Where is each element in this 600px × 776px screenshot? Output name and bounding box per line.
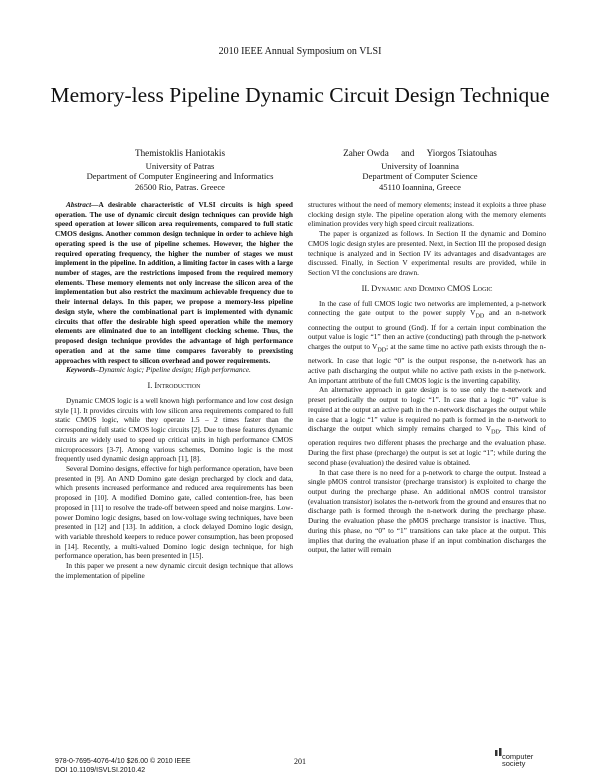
author-name-owda: Zaher Owda	[343, 148, 389, 158]
paragraph: In that case there is no need for a p-network to charge the output. Instead a single pMOS control transistor (precharge transistor) is exploited to charge the output during the precharge phase. An additional nMOS control transistor (evaluation transistor) isolates the n-network from the ground and ensures that no discharge path is formed through the n-network during the precharge phase. During the evaluation phase the pMOS precharge transistor is inactive. Thus, during this phase, no “0” to “1” transitions can take place at the output. This implies that during the evaluation phase if an input combination discharges the output, the latter will remain	[308, 467, 546, 555]
section-heading-introduction: I. Introduction	[147, 380, 201, 390]
logo-line-computer: computer	[502, 752, 534, 761]
author-affiliation-address: 45110 Ioannina, Greece	[378, 181, 461, 192]
paragraph: The paper is organized as follows. In Section II the dynamic and Domino CMOS logic design styles are presented. Next, in Section III the proposed design technique is analyzed and in Section IV its advantages and disadvantages are discussed. Finally, in Section V experimental results are provided, while in Section VI the conclusions are drawn.	[308, 229, 546, 278]
paragraph: An alternative approach in gate design is to use only the n-network and preset periodically the output to logic “1”. In case that a logic “0” value is required at the output an active path in the n-network discharges the output while in case that a logic “1” value is required no path is formed in the n-network to discharge the output which simply remains charged to $V_{DD}$. This kind of operation requires two different phases the precharge and the evaluation phase. During the first phase (precharge) the output is set at logic “1”; while during the second phase (evaluation) the desired value is obtained.	[308, 385, 546, 467]
author-affiliation-department: Department of Computer Engineering and Informatics	[86, 171, 274, 181]
keywords-label: Keywords	[66, 365, 96, 375]
paper-title: Memory-less Pipeline Dynamic Circuit Design Technique	[50, 83, 550, 107]
abstract-label: Abstract	[66, 200, 92, 209]
right-column	[308, 200, 546, 555]
paragraph: Dynamic CMOS logic is a well known high performance and low cost design style [1]. It provides circuits with low silicon area requirements compared to full static CMOS logic, while they operate 1.5 – 2 times faster than the corresponding full static CMOS logic circuits [2]. Due to these features dynamic circuits are widely used to speed up critical units in high performance CMOS microprocessors [3-7]. Among various schemes, Domino logic is the most frequently used dynamic design approach [1], [8].	[55, 395, 293, 464]
author-affiliation-department: Department of Computer Science	[362, 171, 478, 181]
page-number: 201	[294, 757, 306, 766]
paragraph: structures without the need of memory elements; instead it exploits a three phase clocking design style. The pipeline operation along with the memory elements elimination provides very high speed circuit realizations.	[308, 200, 546, 229]
abstract	[55, 200, 293, 365]
author-names	[320, 148, 520, 159]
section-heading-dynamic-domino: II. Dynamic and Domino CMOS Logic	[361, 283, 493, 293]
keywords-text: –Dynamic logic; Pipeline design; High performance.	[95, 365, 251, 375]
author-block-right	[320, 148, 520, 192]
author-affiliation-university: University of Ioannina	[381, 160, 459, 171]
footer-copyright	[55, 757, 191, 775]
author-block-left	[80, 148, 280, 192]
footer-doi: DOI 10.1109/ISVLSI.2010.42	[55, 767, 146, 774]
left-column	[55, 200, 293, 581]
conference-header: 2010 IEEE Annual Symposium on VLSI	[218, 46, 382, 57]
computer-society-logo	[494, 748, 550, 770]
author-affiliation-address: 26500 Rio, Patras. Greece	[135, 181, 225, 192]
paragraph: In this paper we present a new dynamic circuit design technique that allows the implementation of pipeline	[55, 561, 293, 580]
author-name: Themistoklis Haniotakis	[134, 148, 226, 158]
abstract-text: —A desirable characteristic of VLSI circuits is high speed operation. The use of dynamic circuit design techniques can provide high speed operation at lower silicon area requirements, compared to full static CMOS designs. Another common design technique in order to achieve high operating speed is the use of pipeline schemes. However, the higher the required operating frequency, the higher the number of stages we must implement in the pipeline. In addition, a limiting factor in cases with a large number of stages, are the restrictions imposed from the required memory elements. These memory elements not only increase the silicon area of the implementation but also restrict the maximum achievable frequency due to their internal delays. In this paper, we propose a memory-less pipeline design style, where the combinational part is implemented with dynamic circuits that offer the desirable high speed operation while the memory elements are eliminated due to an intelligent clocking scheme. Thus, the proposed design technique provides the advantage of high performance operation and at the same time compares favorably to preexisting approaches with respect to silicon overhead and power requirements.	[55, 200, 293, 365]
paragraph: In the case of full CMOS logic two networks are implemented, a p-network connecting the gate output to the power supply $V_{DD}$ and an n-network connecting the output to ground (Gnd). If for a certain input combination the output value is logic “1” then an active (conducting) path through the p-network charges the output to $V_{DD}$; at the same time no active path exists through the n-network. In case that logic “0” is the output response, the n-network has an active path discharging the output while no active path exists in the p-network. An important attribute of the full CMOS logic is the inverting capability.	[308, 298, 547, 385]
keywords	[55, 365, 293, 375]
author-conjunction: and	[401, 148, 415, 158]
author-affiliation-university: University of Patras	[145, 160, 215, 171]
paragraph: Several Domino designs, effective for high performance operation, have been presented in [9]. An AND Domino gate design precharged by clock and data, which presents increased performance and reduced area requirements has been proposed in [10]. A modified Domino gate, called contention-free, has been proposed in [11] to resolve the trade-off between speed and noise margins. Low-power Domino logic designs, based on low-voltage swing techniques, have been presented in [12] and [13]. In addition, a clock delayed Domino logic design, with variable threshold keepers to reduce power consumption, has been proposed in [14]. Recently, a multi-valued Domino logic design technique, for high performance operation, has been presented in [15].	[55, 463, 293, 561]
footer-isbn: 978-0-7695-4076-4/10 $26.00 © 2010 IEEE	[55, 758, 191, 765]
logo-text	[502, 754, 533, 767]
logo-line-society: society	[502, 758, 526, 768]
author-name-tsiatouhas: Yiorgos Tsiatouhas	[426, 148, 497, 158]
